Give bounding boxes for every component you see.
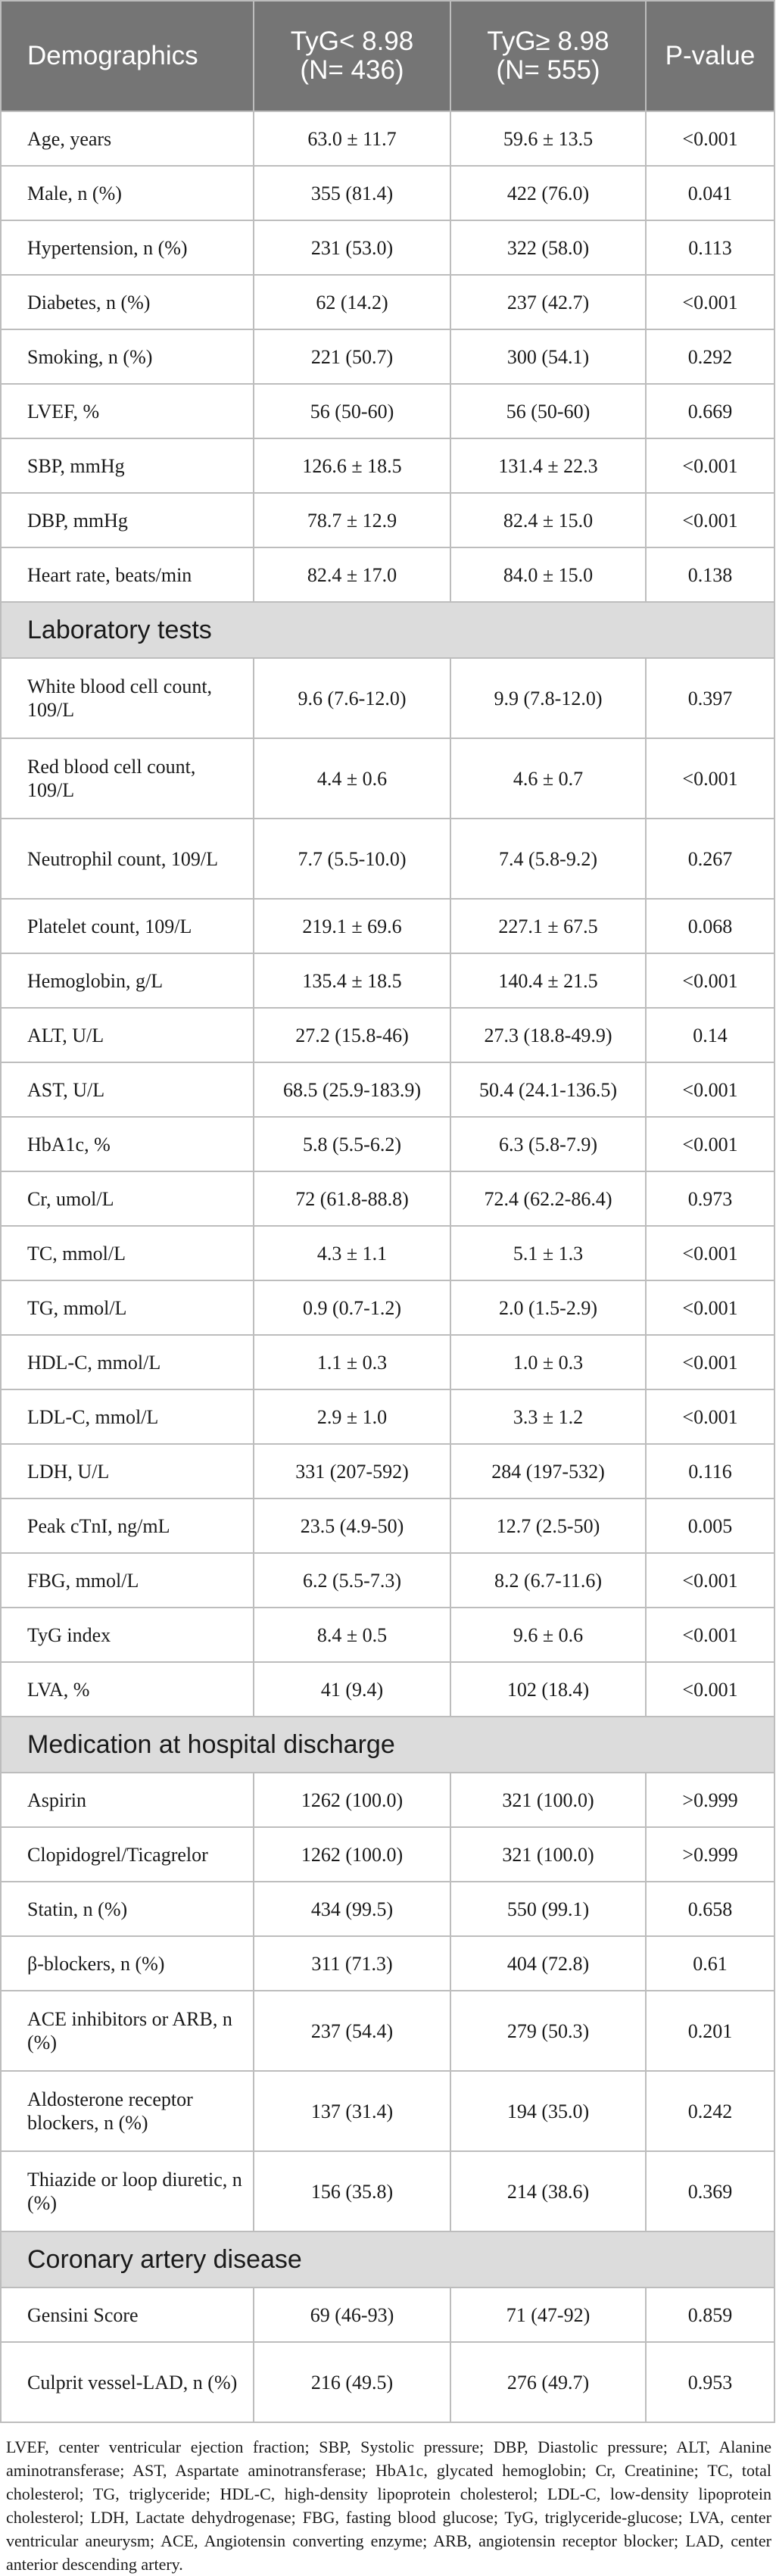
value-p: 0.201 — [646, 1991, 774, 2071]
value-p: <0.001 — [646, 1389, 774, 1444]
header-tyg-low-line2: (N= 436) — [300, 55, 404, 85]
table-row — [1, 438, 774, 493]
value-tyg-high: 7.4 (5.8-9.2) — [450, 819, 646, 899]
value-tyg-high: 82.4 ± 15.0 — [450, 493, 646, 547]
value-p: 0.397 — [646, 658, 774, 738]
value-tyg-high: 404 (72.8) — [450, 1936, 646, 1991]
row-label: Hemoglobin, g/L — [1, 953, 254, 1008]
table-row — [1, 899, 774, 953]
value-tyg-low: 331 (207-592) — [254, 1444, 450, 1499]
value-tyg-high: 102 (18.4) — [450, 1662, 646, 1717]
table-row — [1, 2342, 774, 2422]
table-row — [1, 1444, 774, 1499]
table-row — [1, 1936, 774, 1991]
value-tyg-high: 71 (47-92) — [450, 2288, 646, 2342]
value-p: 0.658 — [646, 1882, 774, 1936]
row-label: Heart rate, beats/min — [1, 547, 254, 602]
table-row — [1, 1389, 774, 1444]
table-row — [1, 1991, 774, 2071]
row-label: TyG index — [1, 1608, 254, 1662]
header-tyg-low — [254, 1, 450, 111]
table-row — [1, 111, 774, 166]
value-p: <0.001 — [646, 1280, 774, 1335]
value-tyg-high: 276 (49.7) — [450, 2342, 646, 2422]
value-tyg-low: 7.7 (5.5-10.0) — [254, 819, 450, 899]
value-tyg-low: 221 (50.7) — [254, 329, 450, 384]
table-body — [1, 111, 774, 2422]
row-label: Aspirin — [1, 1773, 254, 1827]
value-tyg-low: 237 (54.4) — [254, 1991, 450, 2071]
value-p: 0.669 — [646, 384, 774, 438]
value-p: 0.068 — [646, 899, 774, 953]
section-header — [1, 602, 774, 658]
row-label: Aldosterone receptor blockers, n (%) — [1, 2071, 254, 2151]
table-row — [1, 384, 774, 438]
row-label: Clopidogrel/Ticagrelor — [1, 1827, 254, 1882]
value-p: 0.041 — [646, 166, 774, 220]
row-label: LDH, U/L — [1, 1444, 254, 1499]
value-tyg-high: 237 (42.7) — [450, 275, 646, 329]
value-tyg-low: 1262 (100.0) — [254, 1773, 450, 1827]
value-tyg-high: 131.4 ± 22.3 — [450, 438, 646, 493]
header-tyg-high-line1: TyG≥ 8.98 — [487, 27, 609, 56]
value-tyg-low: 8.4 ± 0.5 — [254, 1608, 450, 1662]
value-tyg-low: 4.4 ± 0.6 — [254, 738, 450, 819]
row-label: Cr, umol/L — [1, 1171, 254, 1226]
value-tyg-high: 27.3 (18.8-49.9) — [450, 1008, 646, 1062]
section-header — [1, 1717, 774, 1773]
value-tyg-low: 311 (71.3) — [254, 1936, 450, 1991]
value-tyg-high: 140.4 ± 21.5 — [450, 953, 646, 1008]
value-tyg-low: 231 (53.0) — [254, 220, 450, 275]
value-tyg-low: 63.0 ± 11.7 — [254, 111, 450, 166]
value-tyg-low: 137 (31.4) — [254, 2071, 450, 2151]
value-p: <0.001 — [646, 1117, 774, 1171]
value-tyg-low: 82.4 ± 17.0 — [254, 547, 450, 602]
row-label: LDL-C, mmol/L — [1, 1389, 254, 1444]
table-row — [1, 953, 774, 1008]
value-p: <0.001 — [646, 1062, 774, 1117]
table-row — [1, 1335, 774, 1389]
row-label: Neutrophil count, 109/L — [1, 819, 254, 899]
value-tyg-low: 434 (99.5) — [254, 1882, 450, 1936]
table-row — [1, 1280, 774, 1335]
value-p: <0.001 — [646, 1335, 774, 1389]
value-tyg-high: 3.3 ± 1.2 — [450, 1389, 646, 1444]
value-tyg-low: 355 (81.4) — [254, 166, 450, 220]
value-tyg-low: 2.9 ± 1.0 — [254, 1389, 450, 1444]
table-row — [1, 1062, 774, 1117]
table-row — [1, 658, 774, 738]
value-tyg-high: 550 (99.1) — [450, 1882, 646, 1936]
row-label: TC, mmol/L — [1, 1226, 254, 1280]
table-row — [1, 220, 774, 275]
value-p: 0.138 — [646, 547, 774, 602]
value-tyg-low: 41 (9.4) — [254, 1662, 450, 1717]
header-p-value: P-value — [646, 1, 774, 111]
table-row — [1, 1608, 774, 1662]
value-tyg-low: 62 (14.2) — [254, 275, 450, 329]
section-header — [1, 2231, 774, 2288]
table-row — [1, 819, 774, 899]
table-row — [1, 1662, 774, 1717]
row-label: Male, n (%) — [1, 166, 254, 220]
table-row — [1, 275, 774, 329]
value-tyg-high: 50.4 (24.1-136.5) — [450, 1062, 646, 1117]
table-row — [1, 1773, 774, 1827]
row-label: Culprit vessel-LAD, n (%) — [1, 2342, 254, 2422]
value-tyg-high: 6.3 (5.8-7.9) — [450, 1117, 646, 1171]
table-row — [1, 1553, 774, 1608]
value-tyg-low: 135.4 ± 18.5 — [254, 953, 450, 1008]
value-tyg-low: 23.5 (4.9-50) — [254, 1499, 450, 1553]
row-label: DBP, mmHg — [1, 493, 254, 547]
value-tyg-high: 56 (50-60) — [450, 384, 646, 438]
value-p: 0.61 — [646, 1936, 774, 1991]
table-row — [1, 493, 774, 547]
value-tyg-high: 12.7 (2.5-50) — [450, 1499, 646, 1553]
value-tyg-high: 72.4 (62.2-86.4) — [450, 1171, 646, 1226]
value-p: 0.973 — [646, 1171, 774, 1226]
header-tyg-low-line1: TyG< 8.98 — [290, 27, 414, 56]
table-row — [1, 1882, 774, 1936]
row-label: Diabetes, n (%) — [1, 275, 254, 329]
row-label: Platelet count, 109/L — [1, 899, 254, 953]
table-row — [1, 1008, 774, 1062]
table-row — [1, 329, 774, 384]
table-row — [1, 2071, 774, 2151]
table-row — [1, 1171, 774, 1226]
value-tyg-low: 72 (61.8-88.8) — [254, 1171, 450, 1226]
table-row — [1, 2151, 774, 2231]
value-p: 0.369 — [646, 2151, 774, 2231]
value-tyg-high: 214 (38.6) — [450, 2151, 646, 2231]
value-tyg-low: 78.7 ± 12.9 — [254, 493, 450, 547]
table-header — [1, 1, 774, 111]
value-p: <0.001 — [646, 111, 774, 166]
row-label: Age, years — [1, 111, 254, 166]
value-tyg-low: 1.1 ± 0.3 — [254, 1335, 450, 1389]
value-tyg-low: 126.6 ± 18.5 — [254, 438, 450, 493]
value-p: 0.953 — [646, 2342, 774, 2422]
value-tyg-high: 284 (197-532) — [450, 1444, 646, 1499]
row-label: TG, mmol/L — [1, 1280, 254, 1335]
table-row — [1, 738, 774, 819]
row-label: ALT, U/L — [1, 1008, 254, 1062]
table-footnote: LVEF, center ventricular ejection fraction; SBP, Systolic pressure; DBP, Diastolic pressure; ALT, Alanine aminotransferase; AST, Aspartate aminotransferase; HbA1c, glycated hemoglobin; Cr, Creatinine; TC, total cholesterol; TG, triglyceride; HDL-C, high-density lipoprotein cholesterol; LDL-C, low-density lipoprotein cholesterol; LDH, Lactate dehydrogenase; FBG, fasting blood glucose; TyG, triglyceride-glucose; LVA, center ventricular aneurysm; ACE, Angiotensin converting enzyme; ARB, angiotensin receptor blocker; LAD, center anterior descending artery. — [6, 2437, 771, 2574]
value-tyg-low: 1262 (100.0) — [254, 1827, 450, 1882]
section-title: Coronary artery disease — [1, 2231, 774, 2288]
value-tyg-low: 219.1 ± 69.6 — [254, 899, 450, 953]
value-tyg-high: 59.6 ± 13.5 — [450, 111, 646, 166]
table-row — [1, 166, 774, 220]
value-tyg-low: 4.3 ± 1.1 — [254, 1226, 450, 1280]
row-label: Gensini Score — [1, 2288, 254, 2342]
value-p: 0.267 — [646, 819, 774, 899]
value-p: 0.14 — [646, 1008, 774, 1062]
value-tyg-high: 300 (54.1) — [450, 329, 646, 384]
row-label: HDL-C, mmol/L — [1, 1335, 254, 1389]
row-label: LVA, % — [1, 1662, 254, 1717]
table-row — [1, 1117, 774, 1171]
row-label: FBG, mmol/L — [1, 1553, 254, 1608]
value-tyg-high: 194 (35.0) — [450, 2071, 646, 2151]
value-tyg-high: 279 (50.3) — [450, 1991, 646, 2071]
row-label: Red blood cell count, 109/L — [1, 738, 254, 819]
value-tyg-high: 84.0 ± 15.0 — [450, 547, 646, 602]
table-row — [1, 2288, 774, 2342]
value-tyg-low: 69 (46-93) — [254, 2288, 450, 2342]
value-tyg-high: 2.0 (1.5-2.9) — [450, 1280, 646, 1335]
value-tyg-low: 0.9 (0.7-1.2) — [254, 1280, 450, 1335]
row-label: Thiazide or loop diuretic, n (%) — [1, 2151, 254, 2231]
row-label: White blood cell count, 109/L — [1, 658, 254, 738]
value-p: 0.113 — [646, 220, 774, 275]
value-tyg-low: 68.5 (25.9-183.9) — [254, 1062, 450, 1117]
row-label: Smoking, n (%) — [1, 329, 254, 384]
value-tyg-high: 5.1 ± 1.3 — [450, 1226, 646, 1280]
value-tyg-low: 6.2 (5.5-7.3) — [254, 1553, 450, 1608]
value-p: 0.116 — [646, 1444, 774, 1499]
value-p: <0.001 — [646, 1553, 774, 1608]
value-p: <0.001 — [646, 1226, 774, 1280]
section-title: Medication at hospital discharge — [1, 1717, 774, 1773]
row-label: LVEF, % — [1, 384, 254, 438]
value-tyg-high: 227.1 ± 67.5 — [450, 899, 646, 953]
header-tyg-high — [450, 1, 646, 111]
value-tyg-high: 9.9 (7.8-12.0) — [450, 658, 646, 738]
value-tyg-low: 156 (35.8) — [254, 2151, 450, 2231]
header-demographics: Demographics — [1, 1, 254, 111]
value-p: 0.292 — [646, 329, 774, 384]
value-p: <0.001 — [646, 1662, 774, 1717]
value-p: <0.001 — [646, 738, 774, 819]
value-p: <0.001 — [646, 953, 774, 1008]
value-tyg-high: 422 (76.0) — [450, 166, 646, 220]
value-p: <0.001 — [646, 438, 774, 493]
row-label: AST, U/L — [1, 1062, 254, 1117]
value-tyg-high: 8.2 (6.7-11.6) — [450, 1553, 646, 1608]
value-tyg-high: 9.6 ± 0.6 — [450, 1608, 646, 1662]
value-tyg-low: 27.2 (15.8-46) — [254, 1008, 450, 1062]
table-row — [1, 1499, 774, 1553]
value-p: <0.001 — [646, 275, 774, 329]
value-p: 0.859 — [646, 2288, 774, 2342]
value-tyg-high: 1.0 ± 0.3 — [450, 1335, 646, 1389]
value-tyg-high: 322 (58.0) — [450, 220, 646, 275]
value-p: >0.999 — [646, 1827, 774, 1882]
value-tyg-high: 4.6 ± 0.7 — [450, 738, 646, 819]
value-tyg-low: 5.8 (5.5-6.2) — [254, 1117, 450, 1171]
value-p: 0.005 — [646, 1499, 774, 1553]
value-tyg-low: 9.6 (7.6-12.0) — [254, 658, 450, 738]
table-row — [1, 1827, 774, 1882]
value-p: >0.999 — [646, 1773, 774, 1827]
value-tyg-low: 56 (50-60) — [254, 384, 450, 438]
table-row — [1, 547, 774, 602]
row-label: Hypertension, n (%) — [1, 220, 254, 275]
header-tyg-high-line2: (N= 555) — [496, 55, 600, 85]
table-row — [1, 1226, 774, 1280]
row-label: SBP, mmHg — [1, 438, 254, 493]
row-label: Peak cTnI, ng/mL — [1, 1499, 254, 1553]
value-tyg-high: 321 (100.0) — [450, 1773, 646, 1827]
row-label: β-blockers, n (%) — [1, 1936, 254, 1991]
value-tyg-low: 216 (49.5) — [254, 2342, 450, 2422]
value-p: 0.242 — [646, 2071, 774, 2151]
row-label: HbA1c, % — [1, 1117, 254, 1171]
row-label: Statin, n (%) — [1, 1882, 254, 1936]
value-p: <0.001 — [646, 493, 774, 547]
value-tyg-high: 321 (100.0) — [450, 1827, 646, 1882]
section-title: Laboratory tests — [1, 602, 774, 658]
value-p: <0.001 — [646, 1608, 774, 1662]
row-label: ACE inhibitors or ARB, n (%) — [1, 1991, 254, 2071]
